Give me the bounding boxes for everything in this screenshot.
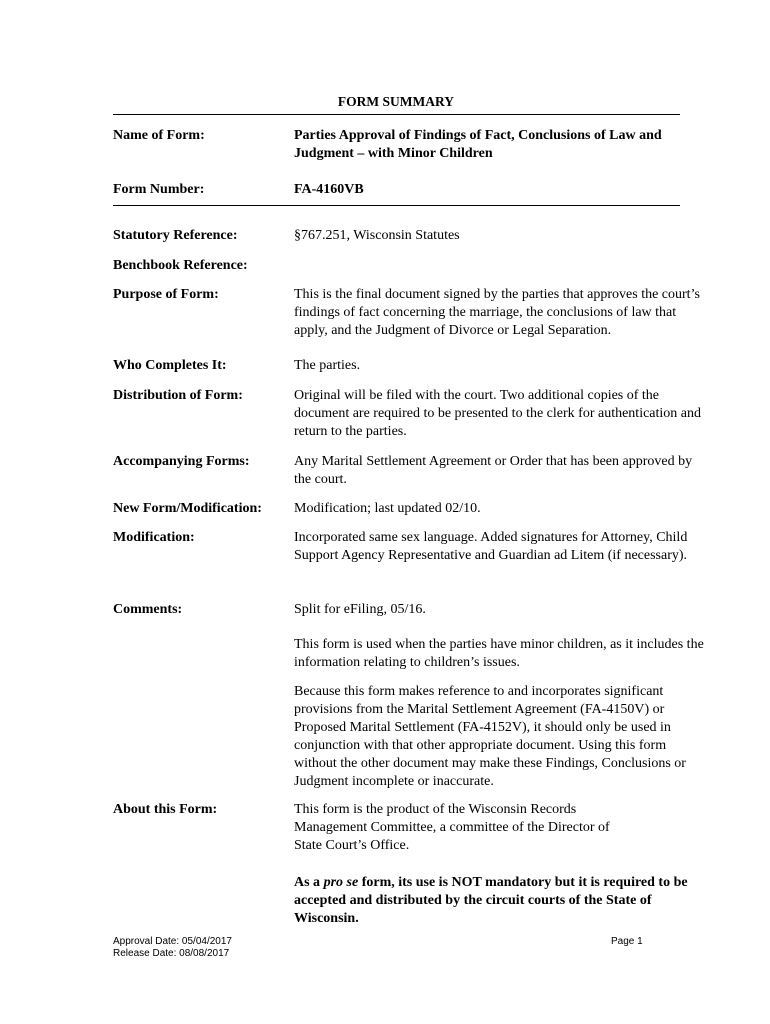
value-purpose: This is the final document signed by the parties that approves the court’s findings of fact concerning the marriage, the conclusions of law that apply, and the Judgment of Divorce or Legal Separation. — [294, 287, 700, 338]
label-purpose: Purpose of Form: — [113, 287, 219, 302]
value-distribution: Original will be filed with the court. Two additional copies of the document are required to be presented to the clerk for authentication and return to the parties. — [294, 388, 701, 439]
about-line-3: State Court’s Office. — [294, 838, 410, 853]
label-who-completes: Who Completes It: — [113, 358, 227, 373]
label-statutory-reference: Statutory Reference: — [113, 228, 238, 243]
about-p2-pro-se: pro se — [323, 875, 359, 890]
label-comments: Comments: — [113, 602, 183, 617]
label-distribution: Distribution of Form: — [113, 388, 243, 403]
value-modification: Incorporated same sex language. Added signatures for Attorney, Child Support Agency Representative and Guardian ad Litem (if necessary). — [294, 530, 688, 563]
value-name-of-form: Parties Approval of Findings of Fact, Conclusions of Law and Judgment – with Minor Children — [294, 128, 662, 161]
release-date: Release Date: 08/08/2017 — [113, 948, 230, 959]
value-form-number: FA-4160VB — [294, 182, 364, 197]
about-line-1: This form is the product of the Wisconsin Records — [294, 802, 577, 817]
label-form-number: Form Number: — [113, 182, 205, 197]
comments-paragraph-1: Split for eFiling, 05/16. — [294, 602, 426, 617]
comments-paragraph-3: Because this form makes reference to and incorporates significant provisions from the Marital Settlement Agreement (FA-4150V) or Proposed Marital Settlement (FA-4152V), it should only be used in conjunction with that other appropriate document. Using this form without the other document may make these Findings, Conclusions or Judgment incomplete or inaccurate. — [294, 684, 686, 789]
about-p2-prefix: As a — [294, 875, 324, 890]
page-title: FORM SUMMARY — [337, 94, 455, 109]
label-benchbook-reference: Benchbook Reference: — [113, 258, 248, 273]
comments-paragraph-2: This form is used when the parties have minor children, as it includes the information relating to children’s issues. — [294, 637, 704, 670]
approval-date: Approval Date: 05/04/2017 — [113, 936, 232, 947]
label-name-of-form: Name of Form: — [113, 128, 205, 143]
label-accompanying: Accompanying Forms: — [113, 454, 250, 469]
section-divider — [113, 205, 680, 206]
label-new-form-modification: New Form/Modification: — [113, 501, 262, 516]
about-p2-rest: form, its use is NOT mandatory but it is required to be accepted and distributed by the circuit courts of the State of Wisconsin. — [294, 875, 688, 926]
about-paragraph-1 — [294, 801, 706, 855]
about-line-2: Management Committee, a committee of the Director of — [294, 820, 610, 835]
about-paragraph-2 — [294, 874, 706, 928]
value-statutory-reference: §767.251, Wisconsin Statutes — [294, 228, 460, 243]
value-new-form-modification: Modification; last updated 02/10. — [294, 501, 481, 516]
label-about: About this Form: — [113, 802, 218, 817]
value-accompanying: Any Marital Settlement Agreement or Order that has been approved by the court. — [294, 454, 693, 487]
top-divider — [113, 114, 680, 115]
footer-dates — [113, 936, 232, 960]
label-modification: Modification: — [113, 530, 195, 545]
value-who-completes: The parties. — [294, 358, 361, 373]
page-number: Page 1 — [611, 936, 643, 947]
